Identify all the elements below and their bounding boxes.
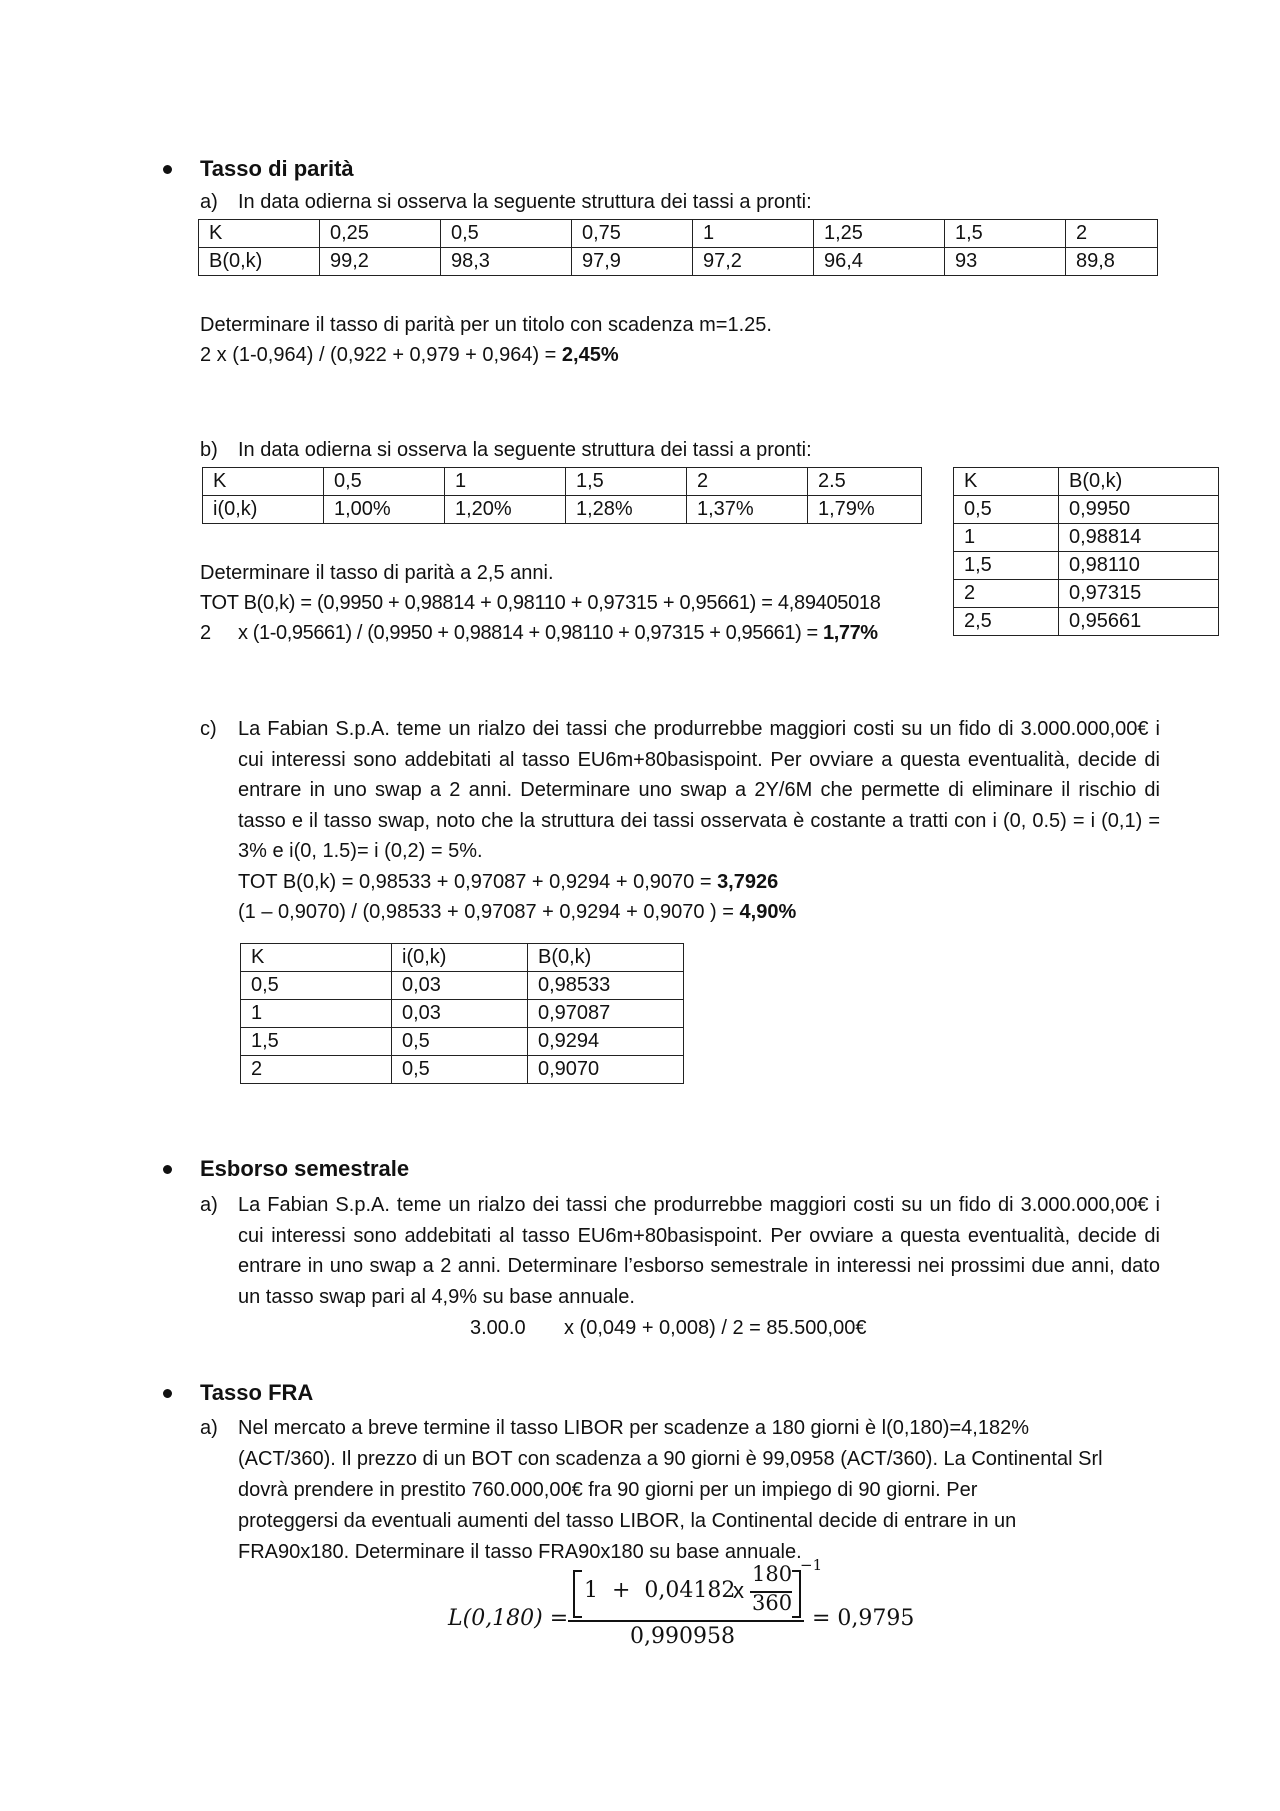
calc-result: 1,77% xyxy=(822,622,878,644)
table-row xyxy=(954,524,1219,552)
table-cell: 1,5 xyxy=(945,220,1066,248)
table-cell: 1 xyxy=(954,524,1059,552)
table-cell: 1 xyxy=(241,1000,392,1028)
table-cell: 0,9294 xyxy=(528,1028,684,1056)
section-title-esborso: Esborso semestrale xyxy=(200,1156,410,1181)
table-cell: 1,00% xyxy=(324,496,445,524)
table-cell: K xyxy=(241,944,392,972)
item-b-calc-prefix: 2 xyxy=(200,622,212,644)
formula-main-bar xyxy=(568,1620,804,1622)
item-marker-b: b) xyxy=(200,439,218,461)
section-title-tasso-parita: Tasso di parità xyxy=(200,156,354,181)
table-row xyxy=(954,468,1219,496)
item-c-calc-total xyxy=(238,867,778,897)
table-row xyxy=(954,496,1219,524)
table-cell: 0,5 xyxy=(241,972,392,1000)
table-cell: 96,4 xyxy=(814,248,945,276)
table-cell: 97,9 xyxy=(572,248,693,276)
item-a-text: La Fabian S.p.A. teme un rialzo dei tassi che produrrebbe maggiori costi su un fido di 3.000.000,00€ i cui interessi sono addebitati al tasso EU6m+80basispoint. Per ovviare a questa eventualità, decide di entrare in uno swap a 2 anni. Determinare l’esborso semestrale in interessi nei prossimi due anni, dato un tasso swap pari al 4,9% su base annuale. xyxy=(238,1194,1160,1308)
formula-frac-num: 180 xyxy=(752,1562,793,1586)
calc-text: TOT B(0,k) = 0,98533 + 0,97087 + 0,9294 + 0,9070 = xyxy=(238,871,718,893)
table-cell: 2,5 xyxy=(954,608,1059,636)
bullet-icon xyxy=(163,165,172,174)
left-bracket-icon xyxy=(573,1570,582,1618)
item-a-intro: In data odierna si osserva la seguente struttura dei tassi a pronti: xyxy=(238,191,812,213)
item-a-line-3: dovrà prendere in prestito 760.000,00€ fra 90 giorni per un impiego di 90 giorni. Per xyxy=(238,1479,978,1501)
table-cell: 89,8 xyxy=(1066,248,1158,276)
table-cell: 0,9950 xyxy=(1059,496,1219,524)
calc-result: 2,45% xyxy=(561,344,619,366)
item-marker-a: a) xyxy=(200,191,218,213)
table-cell: i(0,k) xyxy=(392,944,528,972)
bullet-icon xyxy=(163,1389,172,1398)
swap-rate-table xyxy=(240,943,684,1084)
table-cell: i(0,k) xyxy=(203,496,324,524)
item-a-line-4: proteggersi da eventuali aumenti del tasso LIBOR, la Continental decide di entrare in un xyxy=(238,1510,1017,1532)
table-row xyxy=(241,1056,684,1084)
table-cell: 99,2 xyxy=(320,248,441,276)
table-cell: 1,5 xyxy=(954,552,1059,580)
table-row xyxy=(241,944,684,972)
table-cell: 1,20% xyxy=(445,496,566,524)
item-a-line-5: FRA90x180. Determinare il tasso FRA90x180 su base annuale. xyxy=(238,1541,802,1563)
table-row xyxy=(241,972,684,1000)
table-cell: 0,5 xyxy=(392,1056,528,1084)
table-row xyxy=(954,608,1219,636)
calc-text: 2 x (1-0,964) / (0,922 + 0,979 + 0,964) = xyxy=(200,344,562,366)
table-cell: 2 xyxy=(241,1056,392,1084)
table-cell: 0,25 xyxy=(320,220,441,248)
table-cell: 1,28% xyxy=(566,496,687,524)
table-row xyxy=(241,1000,684,1028)
table-cell: 0,97315 xyxy=(1059,580,1219,608)
item-c-text: La Fabian S.p.A. teme un rialzo dei tassi che produrrebbe maggiori costi su un fido di 3.000.000,00€ i cui interessi sono addebitati al tasso EU6m+80basispoint. Per ovviare a questa eventualità, decide di entrare in uno swap a 2 anni. Determinare uno swap a 2Y/6M che permette di eliminare il rischio di tasso e il tasso swap, noto che la struttura dei tassi osservata è costante a tratti con i (0, 0.5) = i (0,1) = 3% e i(0, 1.5)= i (0,2) = 5%. xyxy=(238,718,1160,862)
item-a-line-2: (ACT/360). Il prezzo di un BOT con scadenza a 90 giorni è 99,0958 (ACT/360). La Continental Srl xyxy=(238,1448,1103,1470)
item-b-calculation xyxy=(238,618,878,648)
table-cell: 0,98110 xyxy=(1059,552,1219,580)
table-cell: 1,25 xyxy=(814,220,945,248)
table-cell: 0,5 xyxy=(441,220,572,248)
table-cell: 2 xyxy=(1066,220,1158,248)
item-b-question: Determinare il tasso di parità a 2,5 anni. xyxy=(200,562,554,584)
table-cell: 1 xyxy=(445,468,566,496)
table-cell: 1 xyxy=(693,220,814,248)
item-marker-a: a) xyxy=(200,1417,218,1439)
table-cell: 0,75 xyxy=(572,220,693,248)
formula-frac-den: 360 xyxy=(752,1591,793,1615)
item-a-calc-right: x (0,049 + 0,008) / 2 = 85.500,00€ xyxy=(564,1317,867,1339)
table-cell: 0,5 xyxy=(324,468,445,496)
table-cell: 1,37% xyxy=(687,496,808,524)
item-b-calc-total: TOT B(0,k) = (0,9950 + 0,98814 + 0,98110 + 0,97315 + 0,95661) = 4,89405018 xyxy=(200,592,881,614)
table-cell: 1,5 xyxy=(566,468,687,496)
table-cell: 0,97087 xyxy=(528,1000,684,1028)
table-cell: 1,5 xyxy=(241,1028,392,1056)
table-cell: 0,95661 xyxy=(1059,608,1219,636)
table-cell: 0,5 xyxy=(392,1028,528,1056)
table-cell: 0,9070 xyxy=(528,1056,684,1084)
item-marker-a: a) xyxy=(200,1194,218,1216)
calc-text: (1 – 0,9070) / (0,98533 + 0,97087 + 0,9294 + 0,9070 ) = xyxy=(238,901,740,923)
bullet-icon xyxy=(163,1165,172,1174)
item-a-line-1: Nel mercato a breve termine il tasso LIBOR per scadenze a 180 giorni è l(0,180)=4,182% xyxy=(238,1417,1029,1439)
item-a-calculation xyxy=(200,340,619,370)
table-row xyxy=(954,552,1219,580)
table-cell: 97,2 xyxy=(693,248,814,276)
section-title-tasso-fra: Tasso FRA xyxy=(200,1380,314,1405)
calc-text: x (1-0,95661) / (0,9950 + 0,98814 + 0,98110 + 0,97315 + 0,95661) = xyxy=(238,622,823,644)
right-bracket-icon xyxy=(792,1570,801,1618)
formula-exponent: −1 xyxy=(800,1556,823,1574)
item-a-question: Determinare il tasso di parità per un titolo con scadenza m=1.25. xyxy=(200,314,772,336)
table-row xyxy=(199,248,1158,276)
table-row xyxy=(203,496,922,524)
table-cell: 0,5 xyxy=(954,496,1059,524)
calc-result: 4,90% xyxy=(739,901,797,923)
table-cell: K xyxy=(203,468,324,496)
table-row xyxy=(241,1028,684,1056)
table-cell: 1,79% xyxy=(808,496,922,524)
table-cell: K xyxy=(954,468,1059,496)
table-cell: 2 xyxy=(954,580,1059,608)
table-cell: 0,98533 xyxy=(528,972,684,1000)
table-row xyxy=(203,468,922,496)
table-cell: 2.5 xyxy=(808,468,922,496)
table-cell: K xyxy=(199,220,320,248)
table-cell: 93 xyxy=(945,248,1066,276)
table-cell: 0,03 xyxy=(392,1000,528,1028)
formula-rhs: = 0,9795 xyxy=(812,1606,915,1631)
spot-rate-table-b xyxy=(202,467,922,524)
table-cell: 0,98814 xyxy=(1059,524,1219,552)
discount-factor-side-table xyxy=(953,467,1219,636)
item-c-calc-swap xyxy=(238,897,796,927)
spot-rate-table-a xyxy=(198,219,1158,276)
table-cell: B(0,k) xyxy=(199,248,320,276)
item-b-intro: In data odierna si osserva la seguente struttura dei tassi a pronti: xyxy=(238,439,812,461)
table-row xyxy=(199,220,1158,248)
table-row xyxy=(954,580,1219,608)
formula-denominator: 0,990958 xyxy=(630,1624,735,1649)
formula-lhs: L(0,180) = xyxy=(448,1606,569,1631)
item-marker-c: c) xyxy=(200,718,217,740)
table-cell: 2 xyxy=(687,468,808,496)
item-a-calc-left: 3.00.0 xyxy=(470,1317,526,1339)
table-cell: 0,03 xyxy=(392,972,528,1000)
formula-one-plus-rate: 1 + 0,04182 xyxy=(584,1578,736,1603)
calc-result: 3,7926 xyxy=(717,871,779,893)
formula-times: x xyxy=(733,1578,744,1603)
table-cell: B(0,k) xyxy=(528,944,684,972)
table-cell: 98,3 xyxy=(441,248,572,276)
table-cell: B(0,k) xyxy=(1059,468,1219,496)
